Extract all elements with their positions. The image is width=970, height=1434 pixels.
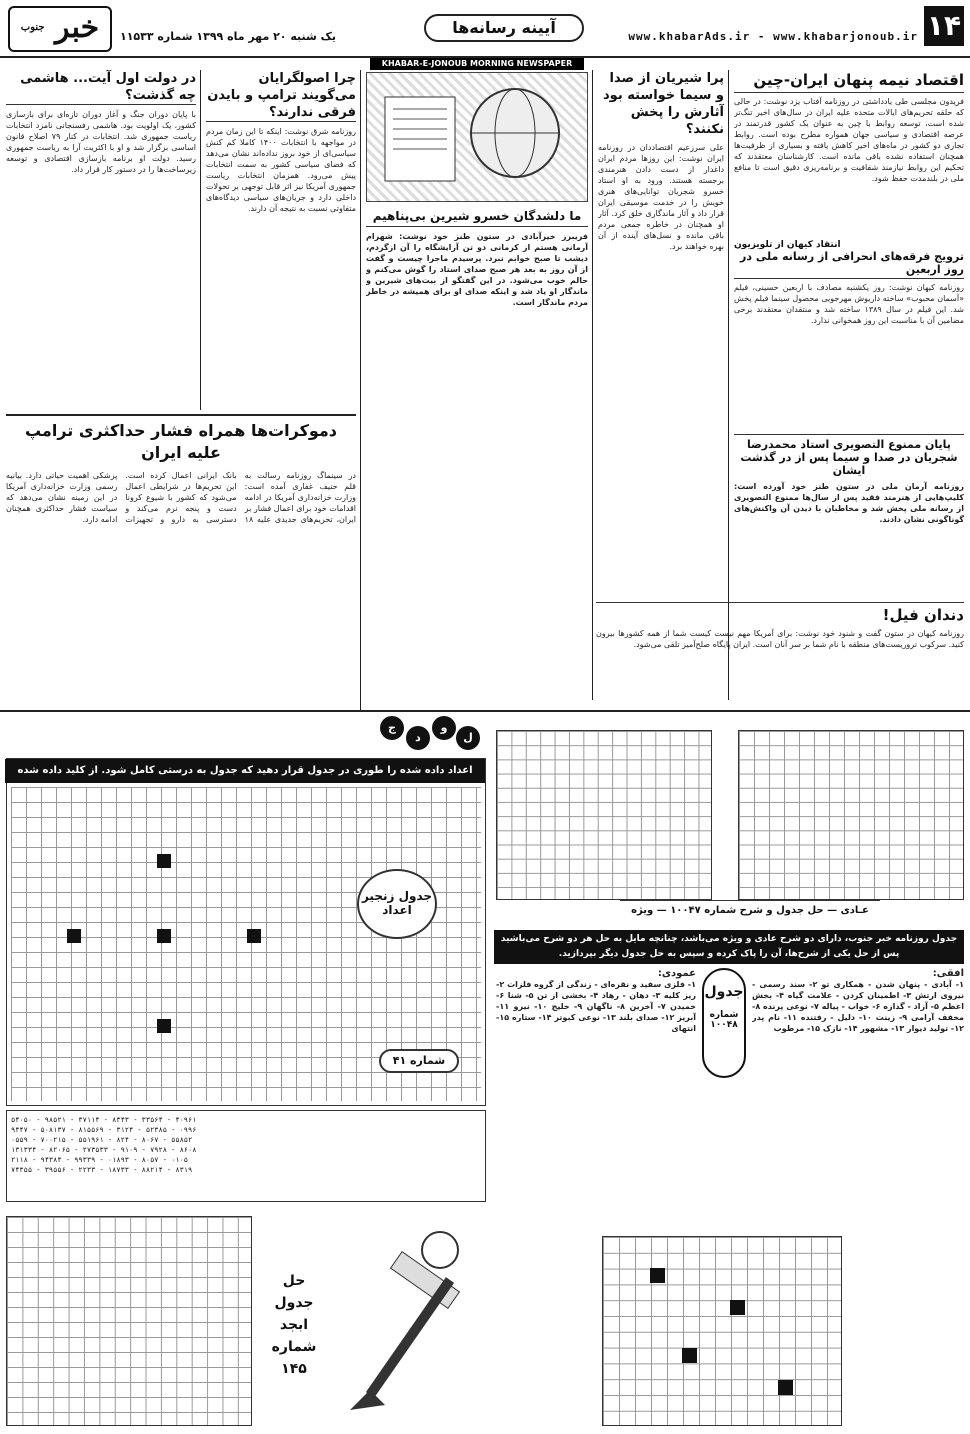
headline: دندان فیل! — [596, 602, 964, 625]
article-body: در سینماگ روزنامه رسالت به قلم حنیف غفاری آمده است: وزارت خزانه‌داری آمریکا در ادامه اقدامات خود برای اعمال فشار بر ایران، تحریم‌های جدیدی علیه ۱۸ بانک ایرانی اعمال کرده است. این تحریم‌ها در شرایطی اعمال می‌شود که کشور با شیوع کرونا دست و پنجه نرم می‌کند و دسترسی به دارو و تجهیزات پزشکی اهمیت حیاتی دارد. بیانیه رسمی وزارت خزانه‌داری آمریکا در این زمینه نشان می‌دهد که سیاست فشار حداکثری همچنان ادامه دارد. — [6, 471, 356, 524]
key-letters — [380, 716, 480, 756]
headline: دموکرات‌ها همراه فشار حداکثری ترامپ علیه ایران — [24, 421, 338, 462]
chain-number: شماره ۴۱ — [379, 1049, 459, 1073]
chain-instruction: اعداد داده شده را طوری در جدول قرار دهید که جدول به درستی کامل شود. از کلید داده شده — [5, 759, 485, 783]
number-row: ۹۴۴۷ - ۵۰۸۱۳۷ - ۸۱۵۵۶۹ - ۳۱۲۴ - ۵۲۳۸۵ - ۰۹۹۶ — [11, 1126, 197, 1134]
article-body: فریبرز خیرآبادی در ستون طنز خود نوشت: شهرام آرمانی هستم از کرمانی دو تن آرایشگاه را آن ازگردم، دیشب تا صبح خوابم نبرد. پرسیدم ماجرا چیست و گفت از آن روز به بعد هر صبح صدای استاد را گوش می‌کنم و حالم خوب می‌شود. در این گفتگو از بیت‌های شیرین و ماندگار او یاد شد و اینکه صدای او برای همیشه در خاطر مردم ماندگار است. — [366, 232, 588, 307]
abjad-grid[interactable] — [6, 1216, 252, 1426]
article-hashemi — [6, 70, 196, 410]
article-democrats — [6, 414, 356, 704]
page-number: ۱۴ — [924, 6, 964, 46]
clues-vertical — [496, 968, 696, 1228]
headline: پایان ممنوع التصویری استاد محمدرضا شجریان در صدا و سیما پس از در گذشت ایشان — [734, 434, 964, 477]
globe-newspaper-icon — [365, 73, 587, 203]
clues-h-text: ۱- آبادی - پنهان شدن - همکاری تو ۲- سند رسمی - نیروی ارتش ۳- اطمینان کردن - علامت گیاه ۴- بخش اعظم ۵- آزاد - گدازه ۶- خواب - پیاله ۷- نوعی پرنده ۸- مخفف آرامی ۹- زینت ۱۰- دلیل - رفتنده ۱۱- نام پدر ۱۲- تولید دیوار ۱۳- مشهور ۱۴- نازک ۱۵- مرطوب — [752, 980, 964, 1033]
crossword-grid-main[interactable] — [602, 1236, 842, 1426]
headline: اقتصاد نیمه پنهان ایران-چین — [734, 70, 964, 93]
logo-sub: جنوب — [20, 22, 45, 33]
article-body: روزنامه کیهان در ستون گفت و شنود خود نوشت: برای آمریکا مهم نیست کیست شما از همه کشورها بیرون کنید. سرکوب تروریست‌های منطقه با نام شما بر سر آنان است. ایران پایگاه صلح‌آمیز تلقی می‌شود. — [596, 629, 964, 649]
headline: پرا شیریان از صدا و سیما خواسته بود آثارش را پخش نکنند؟ — [603, 71, 724, 137]
crossword-number: شماره ۱۰۰۴۸ — [709, 1010, 739, 1030]
logo-text: خبر — [55, 10, 100, 45]
article-iran-china — [734, 70, 964, 238]
number-row: ۰۵۵۹ - ۷۰۰۲۱۵ - ۵۵۱۹۶۱ - ۸۲۴ - ۸۰۶۷ - ۵۵۸۵۲ — [11, 1136, 193, 1144]
media-illustration — [366, 72, 588, 202]
article-shajarian-satire — [366, 206, 588, 702]
key-letter: و — [432, 716, 456, 740]
column-divider — [200, 70, 201, 410]
masthead — [0, 0, 970, 58]
answer-grid-normal — [738, 730, 964, 900]
section-divider — [0, 710, 970, 712]
article-elephant-tusk — [596, 602, 964, 694]
key-letter: د — [406, 726, 430, 750]
kicker: انتقاد کیهان از تلویزیون — [734, 240, 841, 250]
number-table — [6, 1110, 486, 1202]
answers-title: حل جدول و شرح شماره ۱۰۰۴۷ — [670, 905, 824, 916]
dateline: یک شنبه ۲۰ مهر ماه ۱۳۹۹ شماره ۱۱۵۳۳ — [120, 30, 337, 43]
answers-left-label: ویژه — [631, 905, 654, 916]
article-body: روزنامه آرمان ملی در ستون طنز خود آورده است: کلیپ‌هایی از هنرمند فقید پس از سال‌ها ممنوع التصویری از رسانه ملی پخش شد و مخاطبان با دیدن آن واکنش‌های گوناگونی نشان دادند. — [734, 482, 964, 524]
crossword-badge — [702, 968, 746, 1078]
site-url[interactable]: www.khabarAds.ir - www.khabarjonoub.ir — [628, 30, 918, 43]
section-title: آیینه رسانه‌ها — [424, 14, 584, 42]
number-row: ۲۱۱۸ - ۹۴۳۸۴ - ۹۹۳۳۹ - ۰۱۸۹۳ - ۸۰۵۷ - ۰۱۰۵ — [11, 1156, 189, 1164]
english-banner: KHABAR-E-JONOUB MORNING NEWSPAPER — [370, 58, 584, 70]
article-body: روزنامه شرق نوشت: اینکه تا این زمان مردم در مواجهه با انتخابات ۱۴۰۰ کاملا کم کنش سیاسی‌ای از خود بروز نداده‌اند نشان می‌دهد که فضای سیاسی کشور به سمت انتخابات پیش می‌رود. همزمان انتخابات ریاست جمهوری آمریکا نیز اثر قابل توجهی بر تحولات داخلی دارد و جریان‌های سیاسی دیدگاه‌های متفاوتی نسبت به نتیجه آن دارند. — [206, 127, 356, 213]
article-shajarian-broadcast — [734, 434, 964, 594]
clues-v-label: عمودی: — [657, 968, 696, 979]
article-kayhan-tv — [734, 240, 964, 432]
answers-label: عـادی — حل جدول و شرح شماره ۱۰۰۴۷ — ویژه — [620, 900, 880, 920]
chain-title: جدول زنجیر اعداد — [357, 869, 437, 939]
headline: چرا اصولگرایان می‌گویند ترامپ و بایدن فرقی ندارند؟ — [207, 71, 356, 120]
clues-v-text: ۱- فلزی سفید و نقره‌ای - زندگی از گروه فلزات ۲- ریز کلیه ۳- دهان - رهاد ۴- بخشی از تن ۵- شنا ۶- خمیدن ۷- آخرین ۸- ناگهان ۹- خلیج ۱۰- نیرو ۱۱- آبریز ۱۲- صدای بلند ۱۳- نوعی کبوتر ۱۴- ستاره ۱۵- انتهای — [496, 980, 696, 1033]
article-shajarian — [598, 70, 724, 600]
answer-grid-special — [496, 730, 712, 900]
number-row: ۵۴۰۵۰ - ۹۸۵۲۱ - ۳۷۱۱۴ - ۸۳۴۳ - ۳۳۵۶۴ - ۴۰۹۶۱ — [11, 1116, 197, 1124]
abjad-label: حل جدول ابجد شماره ۱۴۵ — [271, 1273, 317, 1377]
crossword-badge-label: جدول — [704, 984, 744, 1000]
newspaper-logo — [8, 6, 112, 52]
article-body: فریدون مجلسی طی یادداشتی در روزنامه آفتاب یزد نوشت: در حالی که حلقه تحریم‌های ایالات متحده علیه ایران در سال‌های اخیر تنگ‌تر شده است، توسعه روابط با چین به عنوان یک کشور قدرتمند در عرصه اقتصادی و سیاسی جهان همواره مطرح بوده است. روابط تجاری دو کشور در ماه‌های اخیر کاهش یافته و بسیاری از ظرفیت‌ها همچنان استفاده نشده باقی مانده است. کارشناسان معتقدند که تحکیم این روابط نیازمند شفافیت و برنامه‌ریزی دقیق است تا منافع ملی در بلندمدت حفظ شود. — [734, 97, 964, 183]
column-divider — [360, 70, 361, 710]
key-letter: ل — [456, 726, 480, 750]
article-body: روزنامه کیهان نوشت: روز یکشنبه مصادف با اربعین حسینی، فیلم «آسمان محبوب» ساخته داریوش مهرجویی محصول سینما فیلم پخش شد. این فیلم در سال ۱۳۸۹ ساخته شد و منتقدان معتقدند برخی مضامین آن با مناسبت این روز همخوانی ندارد. — [734, 283, 964, 325]
key-letter: ج — [380, 716, 404, 740]
crossword-instructions: جدول روزنامه خبر جنوب، دارای دو شرح عادی و ویژه می‌باشد، چنانچه مایل به حل هر دو شرح می‌باشید پس از حل یکی از شرح‌ها، آن را پاک کرده و سپس به حل جدول دیگر بپردازید. — [494, 930, 964, 964]
column-divider — [592, 70, 593, 700]
article-body: علی سرزعیم اقتصاددان در روزنامه ایران نوشت: این روزها مردم ایران داغدار از دست دادن هنرمندی برجسته هستند. ورود به او استاد خسرو شجریان توانایی‌های هنری خویش را در خدمت موسیقی ایران قرار داد و آثار ماندگاری خلق کرد. آثار او همچنان در خاطره جمعی مردم باقی مانده و نسل‌های آینده از آن بهره خواهند برد. — [598, 143, 724, 251]
article-conservatives — [206, 70, 356, 410]
headline: در دولت اول آیت‌... هاشمی چه گذشت؟ — [6, 70, 196, 105]
chain-puzzle — [6, 758, 486, 1106]
answers-right-label: عـادی — [840, 905, 869, 916]
pencil-mascot-icon — [330, 1220, 480, 1426]
clues-h-label: افقی: — [932, 968, 964, 979]
number-row: ۷۴۳۵۵ - ۳۹۵۵۶ - ۲۲۳۳ - ۱۸۷۳۳ - ۸۸۲۱۴ - ۸۳۱۹ — [11, 1166, 193, 1174]
number-row: ۱۳۱۳۳۴ - ۸۲۰۶۵ - ۲۷۳۵۳۳ - ۹۱۰۹ - ۷۹۲۸ - ۸۶۰۸ — [11, 1146, 197, 1154]
article-body: با پایان دوران جنگ و آغاز دوران تازه‌ای برای بازسازی کشور، یک اولویت بود. هاشمی رفسنجانی نامزد انتخابات ریاست جمهوری شد. انتخابات در کنار ۷۹ اصلاح قانون اساسی برگزار شد و او با اکثریت آرا به ریاست جمهوری رسید. دولت او برنامه بازسازی اقتصادی و توسعه زیرساخت‌ها را در دستور کار قرار داد. — [6, 110, 196, 174]
headline: ما دلشدگان خسرو شیرین بی‌پناهیم — [366, 206, 588, 227]
headline: ترویج فرقه‌های انحرافی از رسانه ملی در روز اربعین — [734, 250, 964, 279]
